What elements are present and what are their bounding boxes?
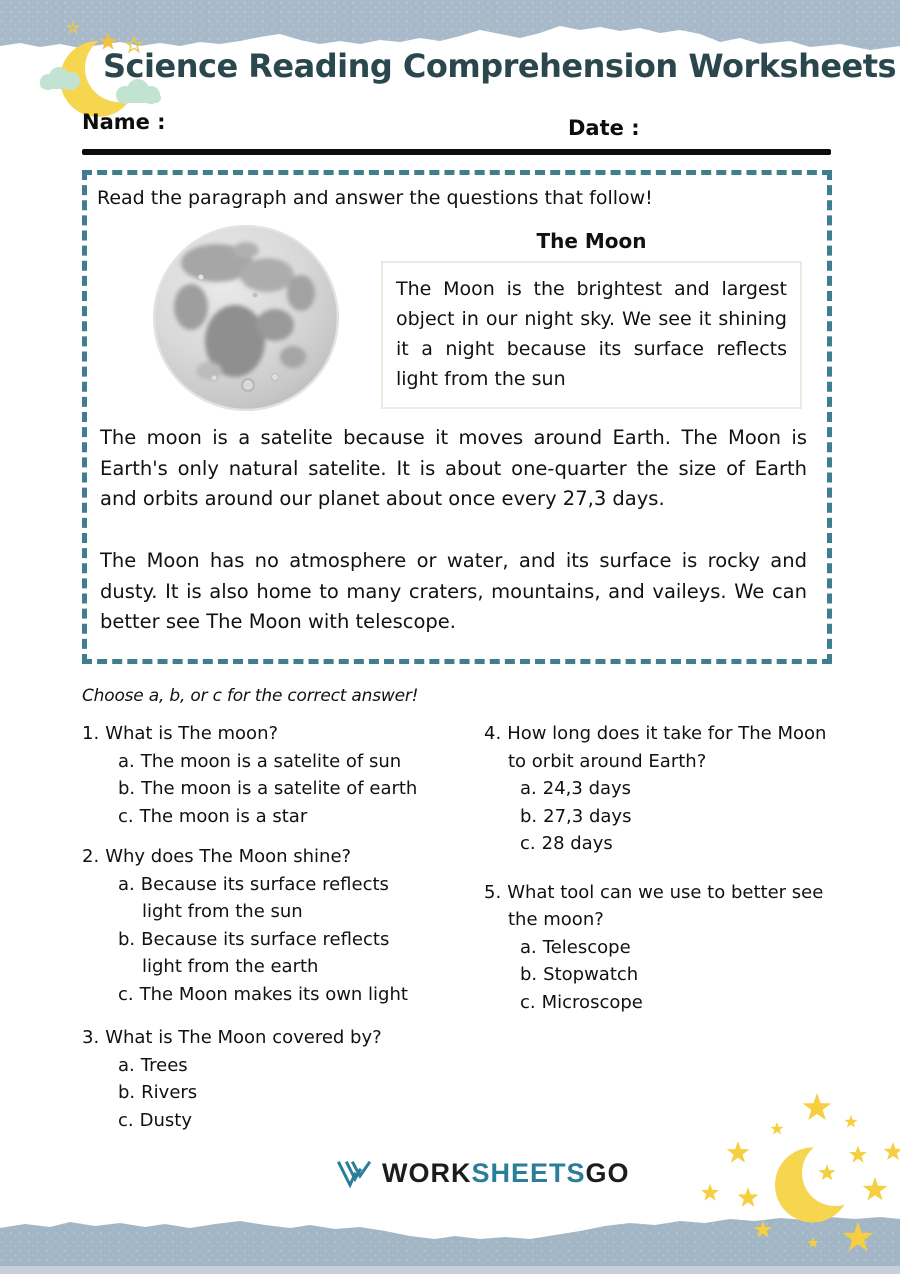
option-c: c. 28 days xyxy=(520,833,613,854)
question-text: 2. Why does The Moon shine? xyxy=(82,846,352,867)
question-column-right xyxy=(484,720,884,1016)
option-b: b. The moon is a satelite of earth xyxy=(118,778,418,799)
passage-heading: The Moon xyxy=(536,229,647,253)
logo-go: GO xyxy=(585,1158,630,1188)
logo-work: WORK xyxy=(382,1158,472,1188)
option-a: a. The moon is a satelite of sun xyxy=(118,750,402,772)
option-a: a. 24,3 days xyxy=(520,778,632,799)
question-column-left xyxy=(82,720,482,1134)
option-b: b. 27,3 days xyxy=(520,805,632,827)
worksheetsgo-logo xyxy=(336,1158,630,1189)
question-number: 2. xyxy=(82,846,100,867)
passage-paragraph-3: The Moon has no atmosphere or water, and its surface is rocky and dusty. It is also home to many craters, mountains, and vaileys. We can better see The Moon with telescope. xyxy=(100,549,807,633)
passage-box xyxy=(82,170,832,664)
logo-text xyxy=(382,1158,630,1189)
question-number: 5. xyxy=(484,881,502,903)
question-4 xyxy=(484,720,884,858)
option-b-line2: light from the earth xyxy=(142,956,319,977)
passage-instruction: Read the paragraph and answer the questions that follow! xyxy=(97,187,653,209)
question-text: 4. How long does it take for The Moon xyxy=(484,723,827,744)
question-5 xyxy=(484,879,884,1017)
option-a: a. Because its surface reflects xyxy=(118,873,389,895)
logo-sheets: SHEETS xyxy=(471,1158,586,1188)
question-number: 3. xyxy=(82,1027,100,1048)
name-label: Name : xyxy=(82,110,166,134)
option-a: a. Telescope xyxy=(520,936,631,958)
question-1 xyxy=(82,720,482,830)
worksheetsgo-w-icon xyxy=(336,1159,372,1189)
passage-paragraph-2: The moon is a satelite because it moves around Earth. The Moon is Earth's only natural satelite. It is about one-quarter the size of Earth and orbits around our planet about once every 27,3 days. xyxy=(100,426,807,510)
moon-image xyxy=(151,223,341,413)
option-b: b. Stopwatch xyxy=(520,964,639,985)
question-text: 1. What is The moon? xyxy=(82,723,279,744)
question-2 xyxy=(82,843,482,1008)
option-c: c. The Moon makes its own light xyxy=(118,983,408,1005)
question-text: 5. What tool can we use to better see xyxy=(484,881,824,903)
option-a-line2: light from the sun xyxy=(142,901,303,922)
question-number: 1. xyxy=(82,723,100,744)
question-text-line2: the moon? xyxy=(508,909,604,930)
question-3 xyxy=(82,1024,482,1134)
passage-intro-box: The Moon is the brightest and largest object in our night sky. We see it shining it a night because its surface reflects light from the sun xyxy=(381,261,802,409)
option-c: c. The moon is a star xyxy=(118,805,308,827)
question-text-line2: to orbit around Earth? xyxy=(508,750,707,772)
option-c: c. Dusty xyxy=(118,1109,192,1131)
option-b: b. Because its surface reflects xyxy=(118,928,390,950)
option-a: a. Trees xyxy=(118,1054,188,1076)
date-label: Date : xyxy=(568,116,640,140)
header-divider-line xyxy=(82,149,831,155)
page-title: Science Reading Comprehension Worksheets xyxy=(103,47,897,85)
question-number: 4. xyxy=(484,723,502,744)
option-c: c. Microscope xyxy=(520,991,643,1013)
quiz-instruction: Choose a, b, or c for the correct answer! xyxy=(82,686,419,706)
question-text: 3. What is The Moon covered by? xyxy=(82,1027,382,1048)
crescent-moon-stars-icon xyxy=(675,1078,900,1274)
option-b: b. Rivers xyxy=(118,1082,198,1103)
